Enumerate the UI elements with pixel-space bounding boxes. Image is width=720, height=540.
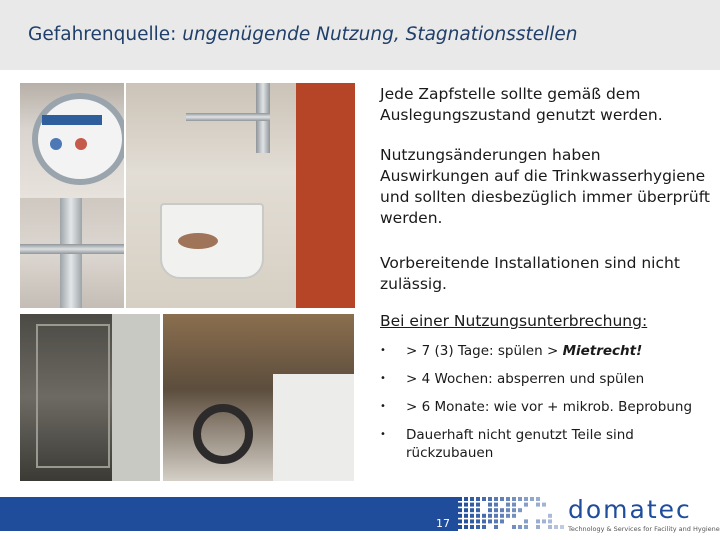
pattern-dot (500, 497, 504, 501)
pattern-dot (542, 503, 546, 507)
pattern-dot (470, 519, 474, 523)
page-number: 17 (436, 517, 450, 530)
paragraph-changes: Nutzungsänderungen haben Auswirkungen auf die Trinkwasserhygiene und sollten diesbezüglich immer überprüft werden. (380, 146, 710, 227)
pattern-dot (476, 503, 480, 507)
meter-indicator-red (75, 138, 87, 150)
tiled-wall (273, 374, 354, 481)
pattern-dot (482, 514, 486, 518)
pattern-dot (458, 514, 462, 518)
cabinet-door (112, 314, 160, 481)
storage-room-photo (163, 314, 354, 481)
footer-bar (0, 497, 458, 531)
sink-stain (178, 233, 218, 249)
pattern-dot (470, 514, 474, 518)
pattern-dot (494, 519, 498, 523)
pattern-dot (500, 514, 504, 518)
pattern-dot (554, 525, 558, 529)
pattern-dot (464, 503, 468, 507)
pattern-dot (476, 519, 480, 523)
pattern-dot (458, 525, 462, 529)
pattern-dot (500, 519, 504, 523)
pattern-dot (476, 508, 480, 512)
pattern-dot (476, 514, 480, 518)
pipes-photo (20, 198, 124, 308)
pattern-dot (488, 514, 492, 518)
pattern-dot (494, 525, 498, 529)
pattern-dot (512, 514, 516, 518)
pattern-dot (464, 525, 468, 529)
title-italic: ungenügende Nutzung, Stagnationsstellen (182, 24, 578, 45)
pattern-dot (482, 519, 486, 523)
logo-tagline: Technology & Services for Facility and Hygiene (568, 525, 720, 533)
pattern-dot (464, 497, 468, 501)
bullet-text: > 6 Monate: wie vor + mikrob. Beprobung (406, 399, 693, 415)
bullet-dot: • (380, 429, 386, 440)
meter-indicator-blue (50, 138, 62, 150)
pattern-dot (512, 525, 516, 529)
pattern-dot (482, 525, 486, 529)
pattern-dot (458, 508, 462, 512)
pattern-dot (488, 519, 492, 523)
coiled-hose (193, 404, 253, 464)
pattern-dot (548, 519, 552, 523)
pattern-dot (536, 519, 540, 523)
pattern-dot (518, 508, 522, 512)
bullet-dot: • (380, 373, 386, 384)
pattern-dot (506, 508, 510, 512)
pattern-dot (494, 514, 498, 518)
pattern-dot (476, 525, 480, 529)
cabinet-photo (20, 314, 160, 481)
pattern-dot (506, 503, 510, 507)
pattern-dot (482, 497, 486, 501)
pattern-dot (476, 497, 480, 501)
pattern-dot (506, 497, 510, 501)
pattern-dot (464, 514, 468, 518)
pattern-dot (458, 503, 462, 507)
pattern-dot (464, 519, 468, 523)
pattern-dot (524, 519, 528, 523)
pattern-dot (506, 514, 510, 518)
pattern-dot (470, 525, 474, 529)
paragraph-usage: Jede Zapfstelle sollte gemäß dem Auslegungszustand genutzt werden. (380, 85, 663, 124)
pattern-dot (470, 503, 474, 507)
sink-pipe-horizontal (186, 113, 270, 121)
bullet-text-plain: > 7 (3) Tage: spülen > (406, 343, 563, 359)
paragraph-preparatory: Vorbereitende Installationen sind nicht zulässig. (380, 254, 680, 293)
subheading-interruption: Bei einer Nutzungsunterbrechung: (380, 312, 648, 330)
pattern-dot (542, 519, 546, 523)
pattern-dot (536, 503, 540, 507)
domatec-logo (568, 495, 720, 535)
pattern-dot (494, 497, 498, 501)
bullet-dot: • (380, 401, 386, 412)
pattern-dot (548, 525, 552, 529)
slide-header (0, 0, 720, 70)
pattern-dot (512, 508, 516, 512)
pattern-dot (470, 497, 474, 501)
dot-pattern (458, 497, 568, 531)
pattern-dot (524, 525, 528, 529)
pattern-dot (536, 525, 540, 529)
pattern-dot (560, 525, 564, 529)
pattern-dot (518, 525, 522, 529)
bullet-dot: • (380, 345, 386, 356)
logo-text: domatec (568, 495, 692, 524)
title-plain: Gefahrenquelle: (28, 24, 183, 45)
bullet-text: > 4 Wochen: absperren und spülen (406, 371, 645, 387)
bullet-text: Dauerhaft nicht genutzt Teile sind rückzubauen (406, 427, 634, 461)
pattern-dot (494, 508, 498, 512)
pattern-dot (500, 508, 504, 512)
meter-digits (42, 115, 102, 125)
pattern-dot (518, 497, 522, 501)
bullet-text (406, 342, 716, 360)
pattern-dot (458, 497, 462, 501)
pattern-dot (488, 508, 492, 512)
pattern-dot (470, 508, 474, 512)
pattern-dot (488, 497, 492, 501)
horizontal-pipe (20, 244, 124, 254)
pattern-dot (512, 497, 516, 501)
water-meter-photo (20, 83, 124, 198)
pattern-dot (488, 503, 492, 507)
bullet-text-emphasis: Mietrecht! (562, 343, 643, 359)
sink-photo (126, 83, 355, 308)
pattern-dot (536, 497, 540, 501)
pattern-dot (548, 514, 552, 518)
pattern-dot (464, 508, 468, 512)
pattern-dot (524, 497, 528, 501)
red-wall (296, 83, 355, 308)
pattern-dot (458, 519, 462, 523)
pattern-dot (530, 497, 534, 501)
cabinet-frame (36, 324, 110, 468)
pattern-dot (494, 503, 498, 507)
pattern-dot (512, 503, 516, 507)
slide-title (28, 24, 577, 45)
pattern-dot (524, 503, 528, 507)
